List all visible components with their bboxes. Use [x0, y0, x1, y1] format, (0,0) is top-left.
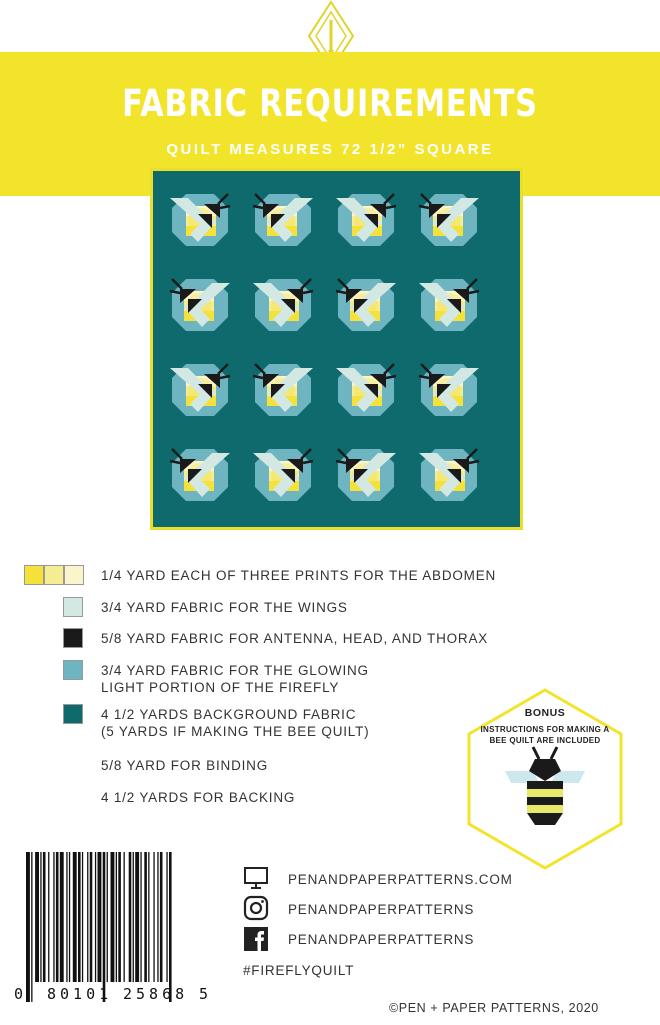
legend-line-1: 4 1/2 YARDS BACKGROUND FABRIC [101, 707, 357, 722]
legend-swatch [45, 566, 63, 584]
legend-line-1: 5/8 YARD FABRIC FOR ANTENNA, HEAD, AND THORAX [101, 631, 489, 646]
legend-line-1: 3/4 YARD FABRIC FOR THE GLOWING [101, 663, 369, 678]
legend-swatch [65, 566, 83, 584]
legend-swatch [64, 629, 82, 647]
instagram-handle[interactable]: PENANDPAPERPATTERNS [288, 902, 475, 917]
page-title: FABRIC REQUIREMENTS [122, 82, 538, 125]
barcode-digits-right: 25868 [123, 985, 189, 1003]
legend-text [101, 599, 348, 616]
legend-swatch [64, 661, 82, 679]
legend-line-1: 1/4 YARD EACH OF THREE PRINTS FOR THE ABDOMEN [101, 568, 497, 583]
legend-line-1: 5/8 YARD FOR BINDING [101, 758, 269, 773]
firefly-block [168, 188, 232, 252]
firefly-block [251, 273, 315, 337]
firefly-block [334, 273, 398, 337]
legend-text [101, 757, 268, 774]
page-subtitle: QUILT MEASURES 72 1/2” SQUARE [166, 141, 494, 158]
legend-line-2: LIGHT PORTION OF THE FIREFLY [101, 680, 340, 695]
facebook-handle[interactable]: PENANDPAPERPATTERNS [288, 932, 475, 947]
legend-text [101, 789, 295, 806]
firefly-block [417, 188, 481, 252]
firefly-block [168, 443, 232, 507]
firefly-block [168, 358, 232, 422]
firefly-block [417, 273, 481, 337]
hashtag: #FIREFLYQUILT [243, 963, 355, 978]
legend-line-1: 4 1/2 YARDS FOR BACKING [101, 790, 296, 805]
legend-swatch [64, 705, 82, 723]
instagram-icon [243, 895, 269, 921]
firefly-block [251, 358, 315, 422]
bee-icon [505, 745, 585, 830]
legend-line-2: (5 YARDS IF MAKING THE BEE QUILT) [101, 724, 370, 739]
legend-swatch [25, 566, 43, 584]
firefly-block [417, 358, 481, 422]
legend-line-1: 3/4 YARD FABRIC FOR THE WINGS [101, 600, 348, 615]
barcode-digits-left: 80101 [47, 985, 113, 1003]
firefly-block [417, 443, 481, 507]
barcode-digit-last: 5 [199, 985, 209, 1003]
monitor-icon [243, 865, 269, 891]
legend-swatch [64, 598, 82, 616]
firefly-block [251, 188, 315, 252]
quilt-photo [150, 168, 523, 530]
firefly-block [334, 358, 398, 422]
firefly-block [334, 443, 398, 507]
website-link[interactable]: PENANDPAPERPATTERNS.COM [288, 872, 513, 887]
firefly-block [334, 188, 398, 252]
barcode-digit-first: 0 [14, 985, 24, 1003]
facebook-icon [243, 926, 269, 952]
legend-text [101, 630, 488, 647]
bonus-text: INSTRUCTIONS FOR MAKING A BEE QUILT ARE INCLUDED [480, 725, 610, 745]
firefly-block [251, 443, 315, 507]
copyright: ©PEN + PAPER PATTERNS, 2020 [389, 1001, 599, 1015]
firefly-block [168, 273, 232, 337]
bonus-title: BONUS [524, 707, 566, 719]
barcode [22, 852, 209, 1003]
legend-text [101, 567, 496, 584]
legend-text [101, 706, 369, 740]
legend-text [101, 662, 369, 696]
